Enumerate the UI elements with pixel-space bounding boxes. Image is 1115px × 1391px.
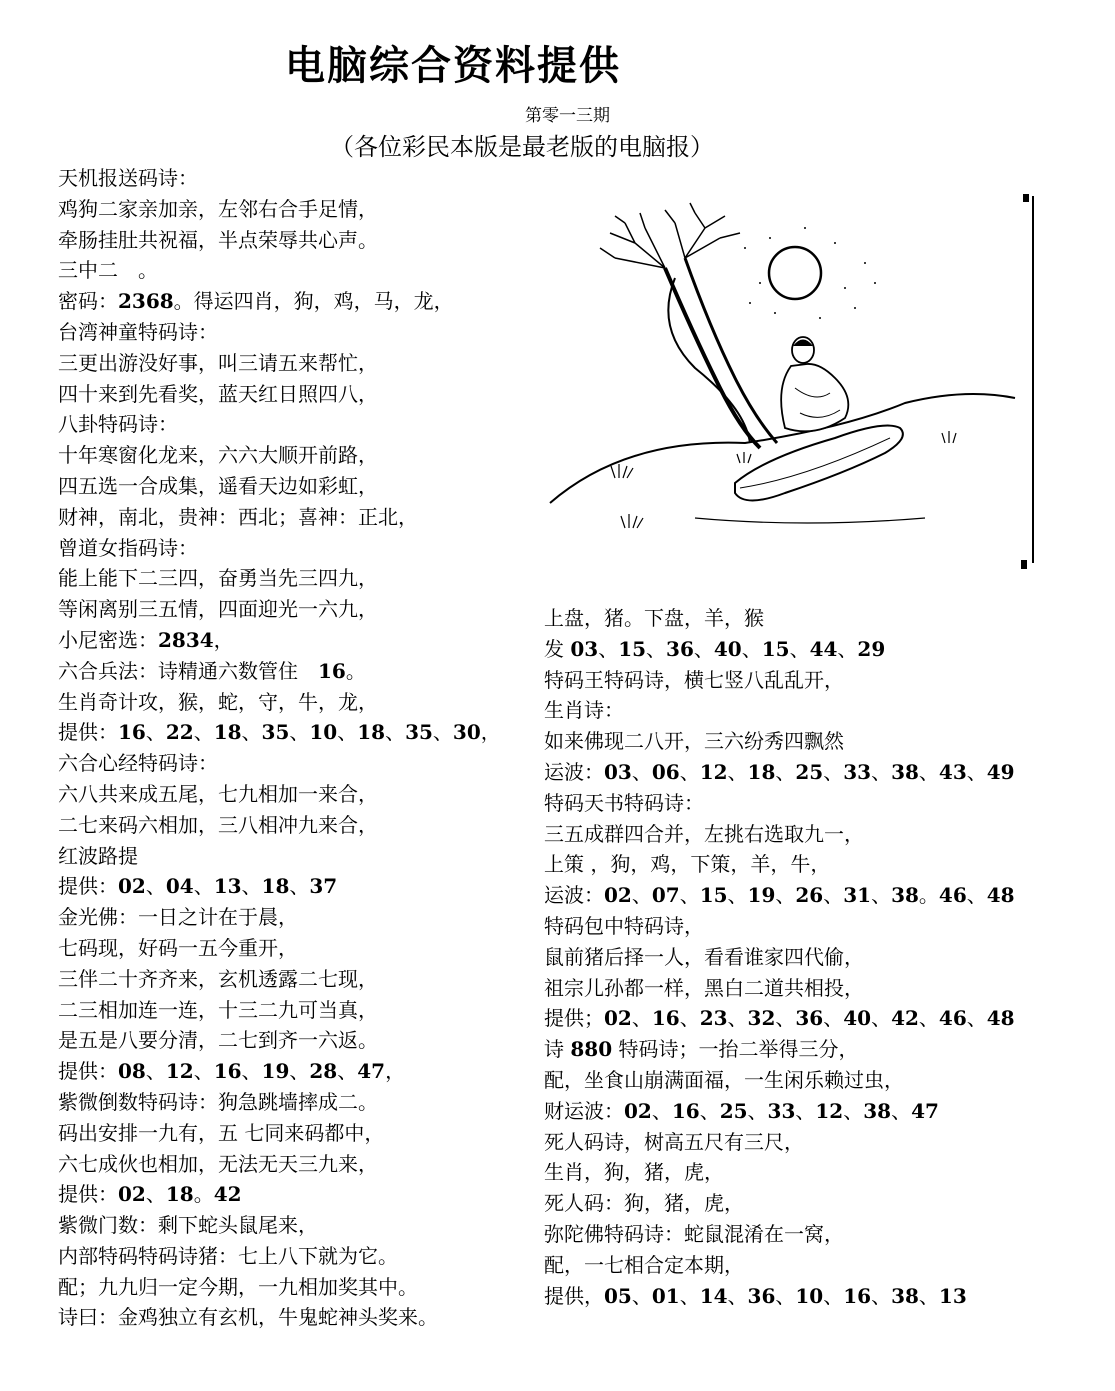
left-column-line: 牵肠挂肚共祝福，半点荣辱共心声。: [58, 227, 378, 252]
right-column-line: 死人码：狗，猪，虎，: [544, 1191, 744, 1216]
left-column-line: 七码现，好码一五今重开，: [58, 935, 298, 960]
left-column-line: 是五是八要分清，二七到齐一六返。: [58, 1028, 378, 1053]
left-column-line: 内部特码特码诗猪：七上八下就为它。: [58, 1243, 398, 1268]
right-column-line: 三五成群四合并，左挑右选取九一，: [544, 821, 864, 846]
left-column-line: 诗曰：金鸡独立有玄机，牛鬼蛇神头奖来。: [58, 1305, 438, 1330]
page-title: 电脑综合资料提供: [285, 43, 621, 89]
right-column-line: 鼠前猪后择一人，看看谁家四代偷，: [544, 944, 864, 969]
right-column-line: 特码包中特码诗，: [544, 913, 704, 938]
left-column-line: 生肖奇计攻，猴，蛇，守，牛，龙，: [58, 689, 378, 714]
issue-number: 第零一三期: [525, 106, 610, 126]
left-column-line: 天机报送码诗：: [58, 166, 198, 190]
left-column-line: 四五选一合成集，遥看天边如彩虹，: [58, 473, 378, 498]
right-column-line: 生肖诗：: [544, 698, 624, 723]
left-column-line: 二三相加连一连，十三二九可当真，: [58, 997, 378, 1022]
left-column-line: 财神，南北，贵神：西北；喜神：正北，: [58, 504, 418, 529]
left-column-line: 曾道女指码诗：: [58, 535, 198, 560]
left-column-line: 六七成伙也相加，无法无天三九来，: [58, 1151, 378, 1176]
left-column-line: 密码：2368。得运四肖，狗，鸡，马，龙，: [58, 289, 454, 314]
right-text-column: [544, 603, 1015, 1311]
left-column-line: 六合兵法：诗精通六数管住 16。: [58, 658, 366, 683]
left-column-line: 三中二 。: [58, 258, 158, 283]
left-column-line: 紫微门数：剩下蛇头鼠尾来，: [58, 1213, 318, 1238]
left-column-line: 六八共来成五尾，七九相加一来合，: [58, 781, 378, 806]
right-column-line: 运波：02、07、15、19、26、31、38。46、48: [544, 883, 1015, 908]
right-column-line: 死人码诗，树高五尺有三尺，: [544, 1129, 804, 1154]
left-column-line: 六合心经特码诗：: [58, 751, 218, 776]
moon-tree-lady-illustration: [545, 188, 1045, 578]
left-column-line: 紫微倒数特码诗：狗急跳墙摔成二。: [58, 1089, 378, 1114]
right-column-line: 特码王特码诗，横七竖八乱乱开，: [544, 667, 844, 692]
left-column-line: 鸡狗二家亲加亲，左邻右合手足情，: [58, 196, 378, 221]
right-column-line: 配，一七相合定本期，: [544, 1252, 744, 1277]
left-column-line: 金光佛：一日之计在于晨，: [58, 905, 298, 930]
left-column-line: 八卦特码诗：: [58, 412, 178, 437]
left-column-line: 提供：08、12、16、19、28、47，: [58, 1059, 406, 1084]
left-column-line: 三更出游没好事，叫三请五来帮忙，: [58, 350, 378, 375]
left-text-column: [58, 163, 501, 1333]
left-column-line: 四十来到先看奖，蓝天红日照四八，: [58, 381, 378, 406]
left-column-line: 台湾神童特码诗：: [58, 319, 218, 344]
right-column-line: 上盘，猪。下盘，羊，猴: [544, 606, 764, 630]
left-column-line: 红波路提: [58, 843, 138, 868]
left-column-line: 码出安排一九有，五 七同来码都中，: [58, 1120, 385, 1145]
right-column-line: 弥陀佛特码诗：蛇鼠混淆在一窝，: [544, 1221, 844, 1246]
left-column-line: 能上能下二三四，奋勇当先三四九，: [58, 566, 378, 591]
left-column-line: 十年寒窗化龙来，六六大顺开前路，: [58, 443, 378, 468]
subtitle: （各位彩民本版是最老版的电脑报）: [330, 133, 714, 161]
left-column-line: 配；九九归一定今期，一九相加奖其中。: [58, 1274, 418, 1299]
left-column-line: 提供：16、22、18、35、10、18、35、30，: [58, 720, 501, 745]
right-column-line: 运波：03、06、12、18、25、33、38、43、49: [544, 759, 1015, 784]
left-column-line: 提供：02、04、13、18、37: [58, 874, 338, 899]
right-column-line: 财运波：02、16、25、33、12、38、47: [544, 1098, 939, 1123]
right-column-line: 特码天书特码诗：: [544, 790, 704, 815]
left-column-line: 二七来码六相加，三八相冲九来合，: [58, 812, 378, 837]
left-column-line: 小尼密选：2834，: [58, 627, 234, 652]
right-column-line: 诗 880 特码诗；一抬二举得三分，: [544, 1037, 859, 1062]
left-column-line: 等闲离别三五情，四面迎光一六九，: [58, 597, 378, 622]
left-column-line: 提供：02、18。42: [58, 1182, 242, 1207]
right-column-line: 提供，05、01、14、36、10、16、38、13: [544, 1283, 967, 1308]
right-column-line: 提供；02、16、23、32、36、40、42、46、48: [544, 1006, 1015, 1031]
right-column-line: 上策 ，狗，鸡，下策，羊，牛，: [544, 852, 831, 877]
right-column-line: 配，坐食山崩满面福，一生闲乐赖过虫，: [544, 1067, 904, 1092]
right-column-line: 祖宗儿孙都一样，黑白二道共相投，: [544, 975, 864, 1000]
right-column-line: 发 03、15、36、40、15、44、29: [544, 636, 886, 661]
right-column-line: 如来佛现二八开，三六纷秀四飘然: [544, 729, 844, 754]
right-column-line: 生肖，狗，猪，虎，: [544, 1160, 724, 1185]
left-column-line: 三伴二十齐齐来，玄机透露二七现，: [58, 966, 378, 991]
